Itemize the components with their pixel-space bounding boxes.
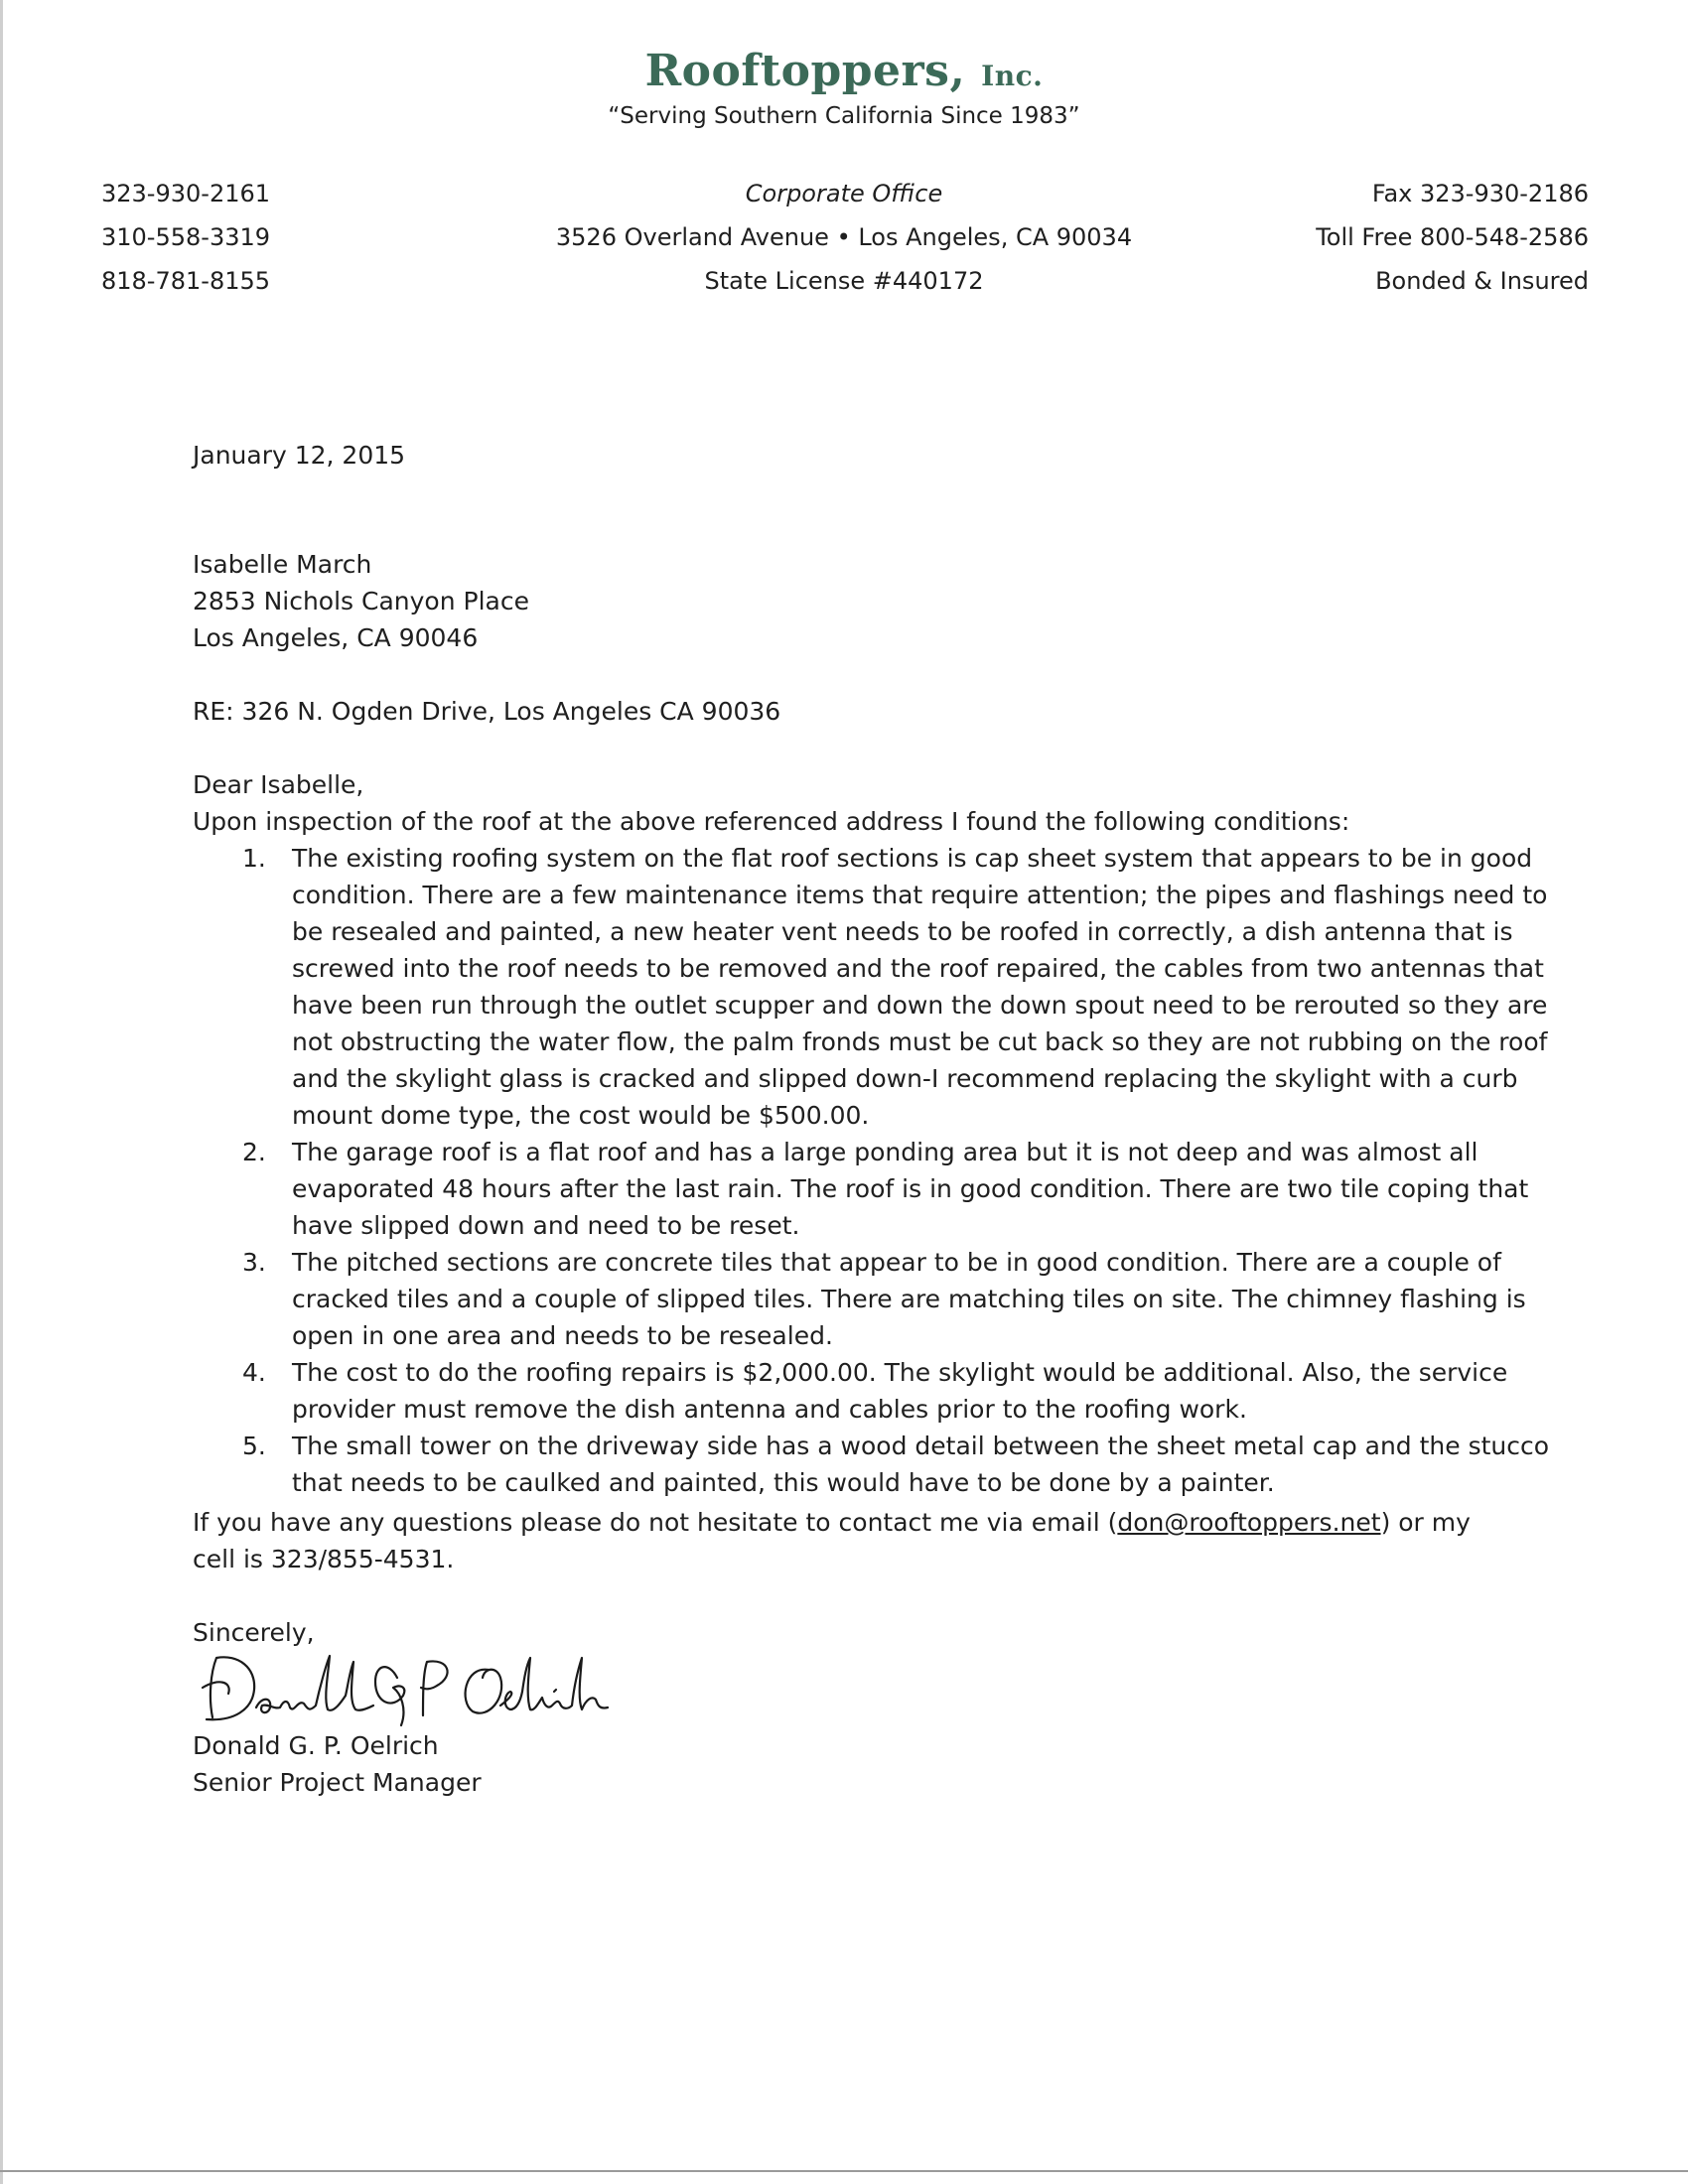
office-title: Corporate Office bbox=[745, 180, 943, 207]
list-item-text: The existing roofing system on the flat roof sections is cap sheet system that appears to be in good condition. There are a few maintenance items that require attention; the pipes and flashings need to be resealed and painted, a new heater vent needs to be roofed in correctly, a dish antenna that is screwed into the roof needs to be removed and the roof repaired, the cables from two antennas that have been run through the outlet scupper and down the down spout need to be rerouted so they are not obstructing the water flow, the palm fronds must be cut back so they are not rubbing on the roof and the skylight glass is cracked and slipped down-I recommend replacing the skylight with a curb mount dome type, the cost would be $500.00. bbox=[292, 844, 1548, 1130]
closing-paragraph bbox=[193, 1504, 1503, 1577]
signer-name: Donald G. P. Oelrich bbox=[193, 1731, 439, 1760]
list-item bbox=[193, 1354, 1508, 1428]
list-item bbox=[193, 1244, 1526, 1354]
letter-date: January 12, 2015 bbox=[193, 441, 406, 470]
company-name-text: Rooftoppers, bbox=[644, 46, 966, 96]
state-license: State License #440172 bbox=[704, 267, 984, 295]
list-item bbox=[193, 840, 1548, 1134]
handwritten-signature bbox=[199, 1648, 616, 1729]
recipient-name: Isabelle March bbox=[193, 550, 372, 579]
list-item-number: 3. bbox=[242, 1248, 266, 1277]
recipient-address bbox=[193, 546, 529, 656]
intro-paragraph: Upon inspection of the roof at the above referenced address I found the following conditions: bbox=[193, 807, 1350, 836]
closing-text-before: If you have any questions please do not hesitate to contact me via email ( bbox=[193, 1508, 1118, 1537]
signer-title: Senior Project Manager bbox=[193, 1768, 482, 1797]
email-link[interactable]: don@rooftoppers.net bbox=[1117, 1508, 1381, 1537]
list-item-text: The small tower on the driveway side has a wood detail between the sheet metal cap and the stucco that needs to be caulked and painted, this would have to be done by a painter. bbox=[292, 1432, 1550, 1497]
recipient-city: Los Angeles, CA 90046 bbox=[193, 623, 479, 652]
phone-number: 310-558-3319 bbox=[101, 223, 271, 251]
toll-free-number: Toll Free 800-548-2586 bbox=[1316, 223, 1589, 251]
company-suffix: Inc. bbox=[981, 60, 1044, 92]
list-item bbox=[193, 1428, 1550, 1501]
bonded-insured: Bonded & Insured bbox=[1375, 267, 1589, 295]
company-name bbox=[0, 46, 1688, 96]
fax-number: Fax 323-930-2186 bbox=[1371, 180, 1589, 207]
company-tagline: “Serving Southern California Since 1983” bbox=[608, 103, 1080, 129]
conditions-list bbox=[193, 840, 1550, 1501]
phone-number: 818-781-8155 bbox=[101, 267, 271, 295]
page-edge bbox=[0, 0, 3, 2184]
list-item-text: The pitched sections are concrete tiles that appear to be in good condition. There are a couple of cracked tiles and a couple of slipped tiles. There are matching tiles on site. The chimney flashing is open in one area and needs to be resealed. bbox=[292, 1248, 1526, 1350]
list-item bbox=[193, 1134, 1529, 1244]
closing-text-after: ) or my cell is 323/855-4531. bbox=[193, 1508, 1471, 1573]
fax-tollfree-info bbox=[1316, 172, 1589, 303]
office-info bbox=[447, 172, 1241, 303]
re-line: RE: 326 N. Ogden Drive, Los Angeles CA 90036 bbox=[193, 697, 781, 726]
page-bottom-edge bbox=[0, 2170, 1688, 2172]
phone-numbers bbox=[101, 172, 270, 303]
list-item-text: The cost to do the roofing repairs is $2,000.00. The skylight would be additional. Also, the service provider must remove the dish antenna and cables prior to the roofing work. bbox=[292, 1358, 1508, 1424]
list-item-text: The garage roof is a flat roof and has a large ponding area but it is not deep and was almost all evaporated 48 hours after the last rain. The roof is in good condition. There are two tile coping that have slipped down and need to be reset. bbox=[292, 1138, 1529, 1240]
list-item-number: 5. bbox=[242, 1432, 266, 1460]
list-item-number: 4. bbox=[242, 1358, 266, 1387]
signer-block bbox=[193, 1727, 482, 1801]
phone-number: 323-930-2161 bbox=[101, 180, 271, 207]
list-item-number: 2. bbox=[242, 1138, 266, 1166]
office-address: 3526 Overland Avenue • Los Angeles, CA 90034 bbox=[555, 223, 1133, 251]
recipient-street: 2853 Nichols Canyon Place bbox=[193, 587, 529, 615]
greeting: Dear Isabelle, bbox=[193, 770, 364, 799]
list-item-number: 1. bbox=[242, 844, 266, 873]
sign-off: Sincerely, bbox=[193, 1618, 315, 1647]
